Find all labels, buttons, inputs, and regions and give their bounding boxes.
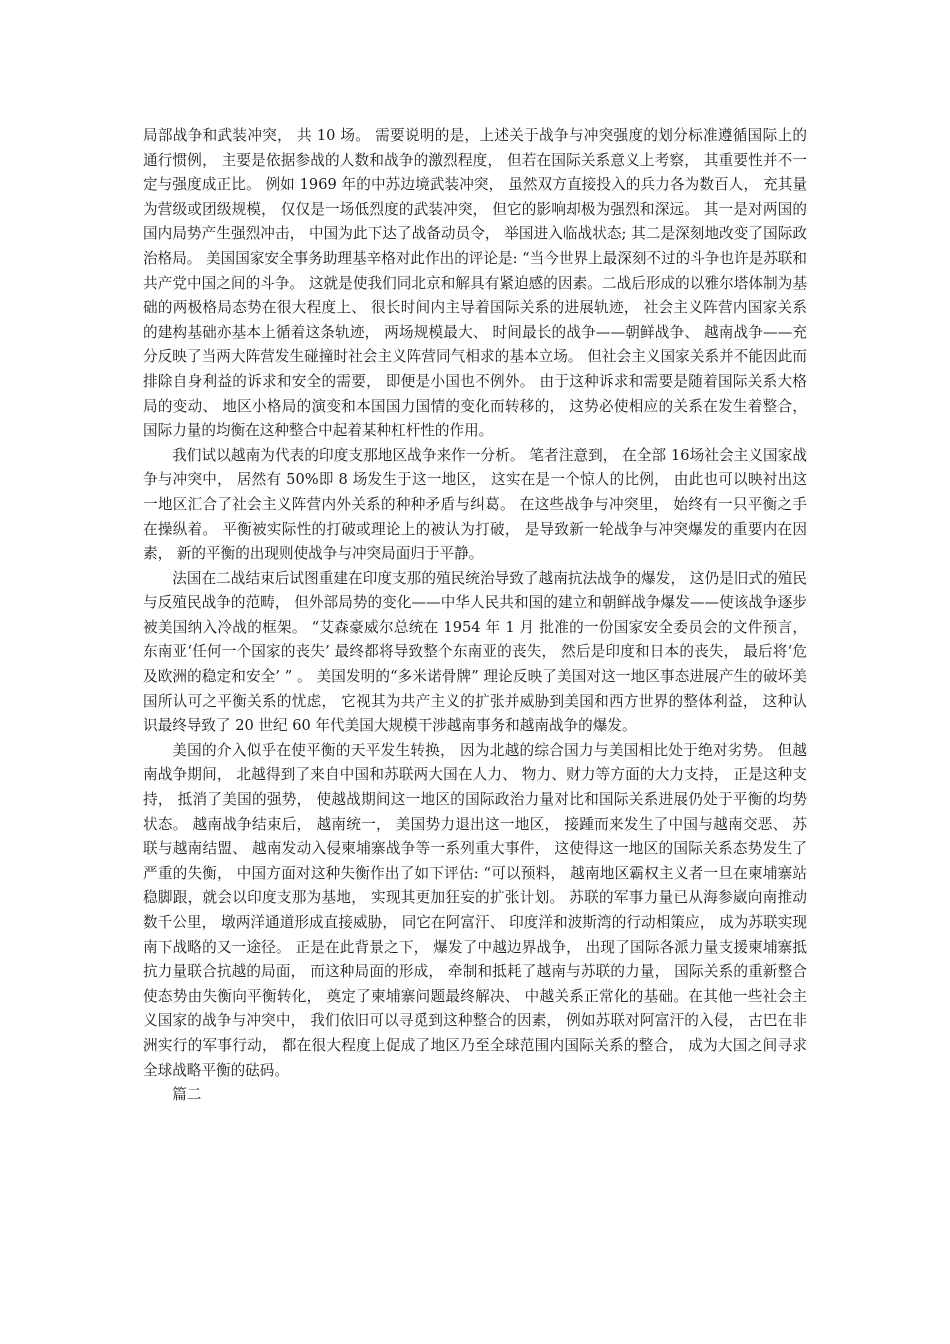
paragraph-3: 法国在二战结束后试图重建在印度支那的殖民统治导致了越南抗法战争的爆发， 这仍是旧式的殖民与反殖民战争的范畴， 但外部局势的变化——中华人民共和国的建立和朝鲜战争爆发——使该战争逐步被美国纳入冷战的框架。 “艾森豪威尔总统在 1954 年 1 月 批准的一份国家安全委员会的文件预言， 东南亚‘任何一个国家的丧失’ 最终都将导致整个东南亚的丧失， 然后是印度和日本的丧失， 最后将‘危及欧洲的稳定和安全’ ” 。 美国发明的“多米诺骨牌” 理论反映了美国对这一地区事态进展产生的破坏美国所认可之平衡关系的忧虑， 它视其为共产主义的扩张并威胁到美国和西方世界的整体利益， 这种认识最终导致了 20 世纪 60 年代美国大规模干涉越南事务和越南战争的爆发。 xyxy=(143,569,807,735)
paragraph-1: 局部战争和武装冲突， 共 10 场。 需要说明的是，上述关于战争与冲突强度的划分标准遵循国际上的通行惯例， 主要是依据参战的人数和战争的激烈程度， 但若在国际关系意义上考察， 其重要性并不一定与强度成正比。 例如 1969 年的中苏边境武装冲突， 虽然双方直接投入的兵力各为数百人， 充其量为营级或团级规模， 仅仅是一场低烈度的武装冲突， 但它的影响却极为强烈和深远。 其一是对两国的国内局势产生强烈冲击， 中国为此下达了战备动员令， 举国进入临战状态; 其二是深刻地改变了国际政治格局。 美国国家安全事务助理基辛格对此作出的评论是: “当今世界上最深刻不过的斗争也许是苏联和共产党中国之间的斗争。 这就是使我们同北京和解具有紧迫感的因素。二战后形成的以雅尔塔体制为基础的两极格局态势在很大程度上、 很长时间内主导着国际关系的进展轨迹， 社会主义阵营内国家关系的建构基础亦基本上循着这条轨迹， 两场规模最大、 时间最长的战争——朝鲜战争、 越南战争——充分反映了当两大阵营发生碰撞时社会主义阵营同气相求的基本立场。 但社会主义国家关系并不能因此而排除自身利益的诉求和安全的需要， 即便是小国也不例外。 由于这种诉求和需要是随着国际关系大格局的变动、 地区小格局的演变和本国国力国情的变化而转移的， 这势必使相应的关系在发生着整合， 国际力量的均衡在这种整合中起着某种杠杆性的作用。 xyxy=(143,127,807,440)
section-label: 篇二 xyxy=(172,1086,202,1104)
paragraph-4: 美国的介入似乎在使平衡的天平发生转换， 因为北越的综合国力与美国相比处于绝对劣势。 但越南战争期间， 北越得到了来自中国和苏联两大国在人力、 物力、财力等方面的大力支持， 正是这种支持， 抵消了美国的强势， 使越战期间这一地区的国际政治力量对比和国际关系进展仍处于平衡的均势状态。 越南战争结束后， 越南统一， 美国势力退出这一地区， 接踵而来发生了中国与越南交恶、 苏联与越南结盟、 越南发动入侵柬埔寨战争等一系列重大事件， 这使得这一地区的国际关系态势发生了严重的失衡， 中国方面对这种失衡作出了如下评估: “可以预料， 越南地区霸权主义者一旦在柬埔寨站稳脚跟，就会以印度支那为基地， 实现其更加狂妄的扩张计划。 苏联的军事力量已从海参崴向南推动数千公里， 墩两洋通道形成直接威胁， 同它在阿富汗、 印度洋和波斯湾的行动相策应， 成为苏联实现南下战略的又一途径。 正是在此背景之下， 爆发了中越边界战争， 出现了国际各派力量支援柬埔寨抵抗力量联合抗越的局面， 而这种局面的形成， 牵制和抵耗了越南与苏联的力量， 国际关系的重新整合使态势由失衡向平衡转化， 奠定了柬埔寨问题最终解决、 中越关系正常化的基础。在其他一些社会主义国家的战争与冲突中， 我们依旧可以寻觅到这种整合的因素， 例如苏联对阿富汗的入侵， 古巴在非洲实行的军事行动， 都在很大程度上促成了地区乃至全球范围内国际关系的整合， 成为大国之间寻求全球战略平衡的砝码。 xyxy=(143,741,807,1079)
paragraph-2: 我们试以越南为代表的印度支那地区战争来作一分析。 笔者注意到， 在全部 16场社会主义国家战争与冲突中， 居然有 50%即 8 场发生于这一地区， 这实在是一个惊人的比例， 由此也可以映衬出这一地区汇合了社会主义阵营内外关系的种种矛盾与纠葛。 在这些战争与冲突里， 始终有一只平衡之手在操纵着。 平衡被实际性的打破或理论上的被认为打破， 是导致新一轮战争与冲突爆发的重要内在因素， 新的平衡的出现则使战争与冲突局面归于平静。 xyxy=(143,446,807,563)
document-body xyxy=(143,124,807,1108)
